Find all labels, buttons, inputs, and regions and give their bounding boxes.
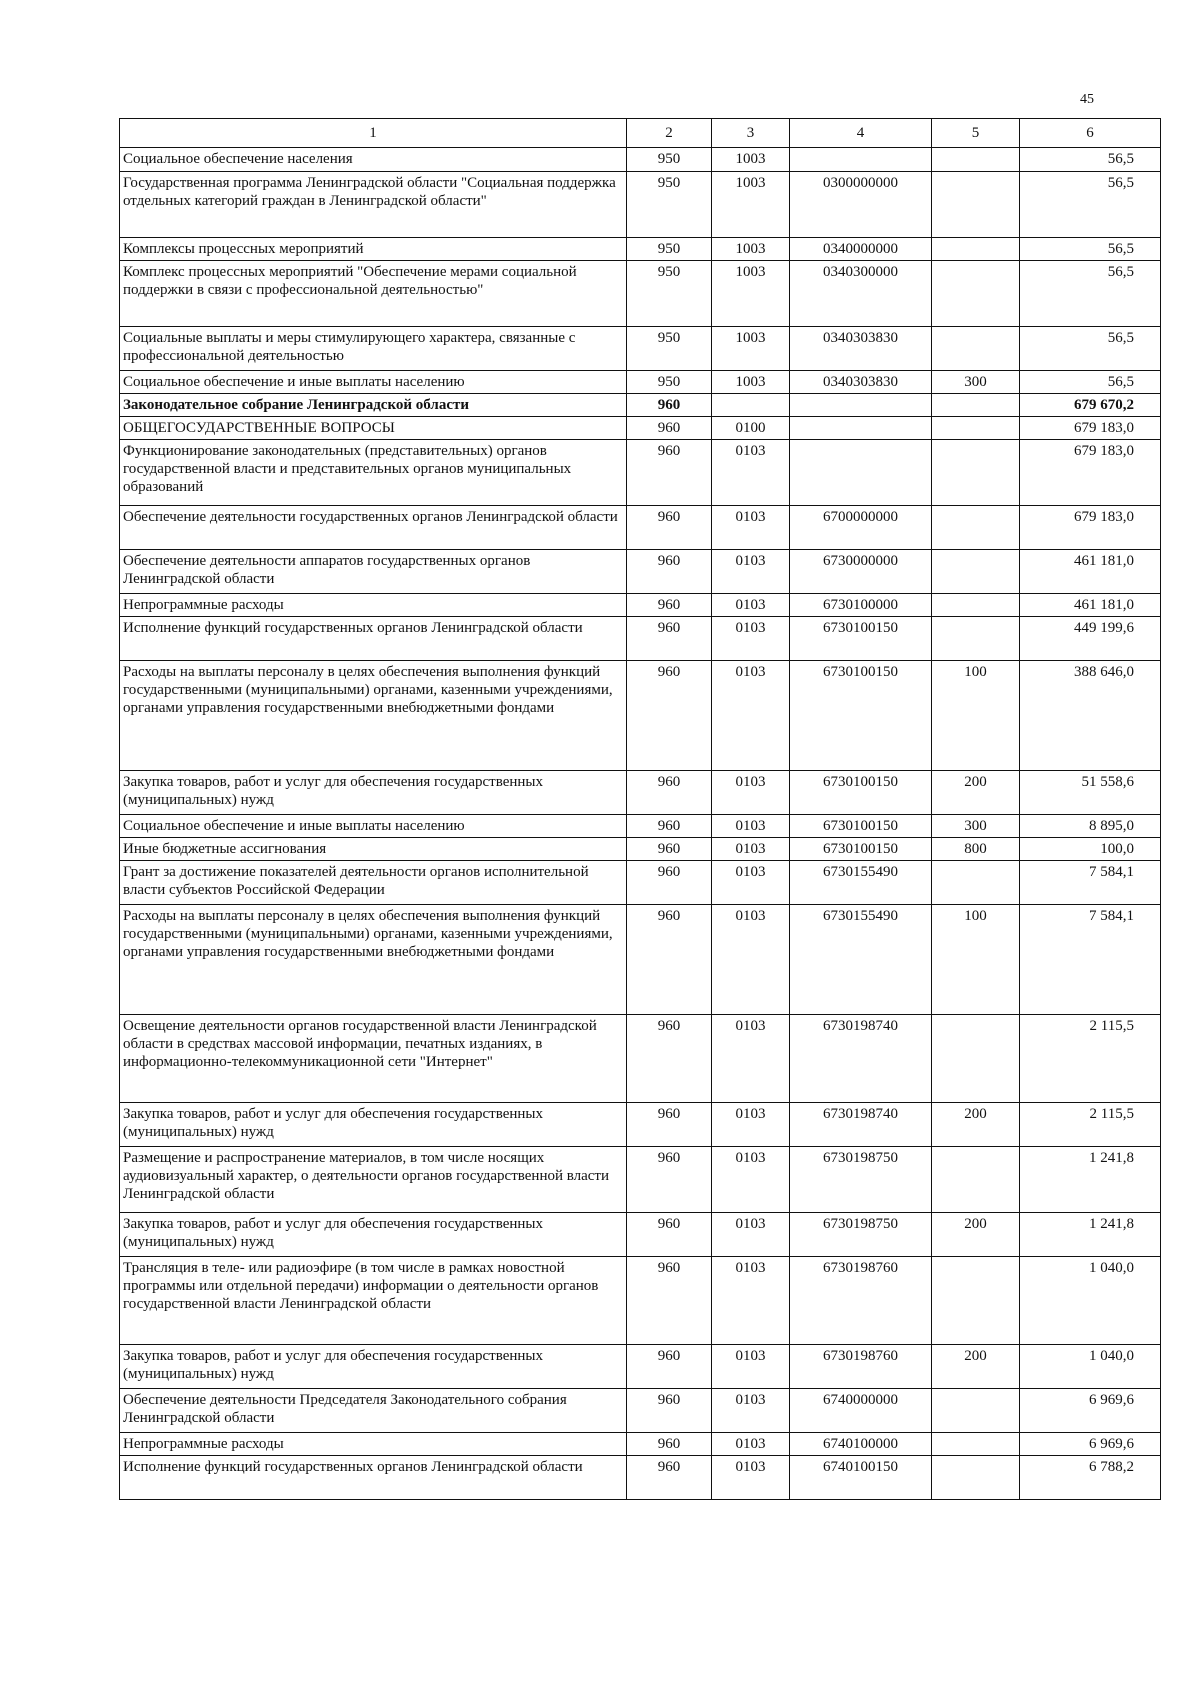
code-cell: 960 <box>627 1213 712 1257</box>
section-cell: 1003 <box>712 371 790 394</box>
header-cell: 3 <box>712 119 790 148</box>
section-cell: 0103 <box>712 1103 790 1147</box>
target-article-cell: 6730000000 <box>790 550 932 594</box>
budget-table <box>119 118 1161 1500</box>
table-row <box>120 1213 1161 1257</box>
amount-cell: 56,5 <box>1020 238 1161 261</box>
section-cell: 1003 <box>712 148 790 172</box>
table-row <box>120 261 1161 327</box>
section-cell: 0103 <box>712 815 790 838</box>
row-name-cell: Обеспечение деятельности аппаратов государственных органов Ленинградской области <box>120 550 627 594</box>
section-cell: 0103 <box>712 1147 790 1213</box>
expense-type-cell <box>932 238 1020 261</box>
section-cell: 0103 <box>712 1389 790 1433</box>
code-cell: 960 <box>627 1389 712 1433</box>
target-article-cell: 0340303830 <box>790 327 932 371</box>
expense-type-cell <box>932 440 1020 506</box>
row-name-cell: Размещение и распространение материалов, в том числе носящих аудиовизуальный характер, о деятельности органов государственной власти Ленинградской области <box>120 1147 627 1213</box>
expense-type-cell: 800 <box>932 838 1020 861</box>
target-article-cell: 0300000000 <box>790 172 932 238</box>
target-article-cell: 6730100150 <box>790 838 932 861</box>
table-row <box>120 838 1161 861</box>
section-cell: 0103 <box>712 506 790 550</box>
row-name-cell: Расходы на выплаты персоналу в целях обеспечения выполнения функций государственными (муниципальными) органами, казенными учреждениями, органами управления государственными внебюджетными фондами <box>120 661 627 771</box>
code-cell: 960 <box>627 1345 712 1389</box>
table-row <box>120 905 1161 1015</box>
row-name-cell: Закупка товаров, работ и услуг для обеспечения государственных (муниципальных) нужд <box>120 771 627 815</box>
section-cell: 0103 <box>712 1015 790 1103</box>
section-cell: 1003 <box>712 172 790 238</box>
row-name-cell: Освещение деятельности органов государственной власти Ленинградской области в средствах массовой информации, печатных изданиях, в информационно-телекоммуникационной сети "Интернет" <box>120 1015 627 1103</box>
amount-cell: 679 183,0 <box>1020 440 1161 506</box>
section-cell: 0103 <box>712 661 790 771</box>
section-cell <box>712 394 790 417</box>
amount-cell: 7 584,1 <box>1020 905 1161 1015</box>
expense-type-cell <box>932 550 1020 594</box>
table-row <box>120 1456 1161 1500</box>
amount-cell: 449 199,6 <box>1020 617 1161 661</box>
row-name-cell: ОБЩЕГОСУДАРСТВЕННЫЕ ВОПРОСЫ <box>120 417 627 440</box>
section-cell: 0103 <box>712 771 790 815</box>
code-cell: 960 <box>627 861 712 905</box>
expense-type-cell <box>932 1015 1020 1103</box>
target-article-cell: 6730100000 <box>790 594 932 617</box>
row-name-cell: Непрограммные расходы <box>120 594 627 617</box>
table-row <box>120 661 1161 771</box>
table-row <box>120 238 1161 261</box>
amount-cell: 388 646,0 <box>1020 661 1161 771</box>
amount-cell: 56,5 <box>1020 148 1161 172</box>
header-cell: 1 <box>120 119 627 148</box>
code-cell: 960 <box>627 1015 712 1103</box>
code-cell: 960 <box>627 838 712 861</box>
code-cell: 960 <box>627 617 712 661</box>
expense-type-cell <box>932 327 1020 371</box>
section-cell: 1003 <box>712 327 790 371</box>
code-cell: 960 <box>627 815 712 838</box>
code-cell: 960 <box>627 1103 712 1147</box>
target-article-cell: 6730198760 <box>790 1345 932 1389</box>
target-article-cell: 6730100150 <box>790 661 932 771</box>
expense-type-cell: 300 <box>932 815 1020 838</box>
amount-cell: 2 115,5 <box>1020 1015 1161 1103</box>
row-name-cell: Государственная программа Ленинградской области "Социальная поддержка отдельных категорий граждан в Ленинградской области" <box>120 172 627 238</box>
target-article-cell <box>790 417 932 440</box>
row-name-cell: Расходы на выплаты персоналу в целях обеспечения выполнения функций государственными (муниципальными) органами, казенными учреждениями, органами управления государственными внебюджетными фондами <box>120 905 627 1015</box>
section-cell: 0103 <box>712 838 790 861</box>
target-article-cell: 6730198750 <box>790 1147 932 1213</box>
section-cell: 0103 <box>712 594 790 617</box>
table-row <box>120 1103 1161 1147</box>
amount-cell: 56,5 <box>1020 371 1161 394</box>
row-name-cell: Исполнение функций государственных органов Ленинградской области <box>120 1456 627 1500</box>
target-article-cell: 6740100000 <box>790 1433 932 1456</box>
section-cell: 0103 <box>712 861 790 905</box>
table-row <box>120 172 1161 238</box>
code-cell: 960 <box>627 905 712 1015</box>
expense-type-cell <box>932 394 1020 417</box>
amount-cell: 7 584,1 <box>1020 861 1161 905</box>
row-name-cell: Обеспечение деятельности государственных органов Ленинградской области <box>120 506 627 550</box>
table-row <box>120 550 1161 594</box>
table-row <box>120 371 1161 394</box>
table-row <box>120 148 1161 172</box>
expense-type-cell <box>932 172 1020 238</box>
code-cell: 960 <box>627 1456 712 1500</box>
table-row <box>120 815 1161 838</box>
target-article-cell: 6730155490 <box>790 861 932 905</box>
expense-type-cell: 100 <box>932 661 1020 771</box>
target-article-cell: 0340300000 <box>790 261 932 327</box>
row-name-cell: Закупка товаров, работ и услуг для обеспечения государственных (муниципальных) нужд <box>120 1345 627 1389</box>
expense-type-cell: 200 <box>932 1345 1020 1389</box>
code-cell: 960 <box>627 1433 712 1456</box>
expense-type-cell <box>932 1433 1020 1456</box>
expense-type-cell <box>932 617 1020 661</box>
section-cell: 0103 <box>712 617 790 661</box>
target-article-cell: 6730198740 <box>790 1103 932 1147</box>
amount-cell: 1 241,8 <box>1020 1213 1161 1257</box>
code-cell: 950 <box>627 371 712 394</box>
row-name-cell: Комплексы процессных мероприятий <box>120 238 627 261</box>
expense-type-cell <box>932 261 1020 327</box>
section-cell: 1003 <box>712 261 790 327</box>
header-cell: 6 <box>1020 119 1161 148</box>
table-row <box>120 1345 1161 1389</box>
code-cell: 960 <box>627 550 712 594</box>
code-cell: 950 <box>627 172 712 238</box>
code-cell: 950 <box>627 238 712 261</box>
row-name-cell: Закупка товаров, работ и услуг для обеспечения государственных (муниципальных) нужд <box>120 1103 627 1147</box>
row-name-cell: Закупка товаров, работ и услуг для обеспечения государственных (муниципальных) нужд <box>120 1213 627 1257</box>
header-cell: 2 <box>627 119 712 148</box>
code-cell: 960 <box>627 594 712 617</box>
amount-cell: 6 969,6 <box>1020 1389 1161 1433</box>
section-cell: 0103 <box>712 550 790 594</box>
target-article-cell <box>790 440 932 506</box>
row-name-cell: Непрограммные расходы <box>120 1433 627 1456</box>
amount-cell: 2 115,5 <box>1020 1103 1161 1147</box>
expense-type-cell <box>932 506 1020 550</box>
section-cell: 0103 <box>712 440 790 506</box>
target-article-cell: 6740100150 <box>790 1456 932 1500</box>
header-cell: 5 <box>932 119 1020 148</box>
code-cell: 960 <box>627 440 712 506</box>
code-cell: 960 <box>627 417 712 440</box>
amount-cell: 679 183,0 <box>1020 417 1161 440</box>
amount-cell: 1 241,8 <box>1020 1147 1161 1213</box>
table-row <box>120 1389 1161 1433</box>
code-cell: 960 <box>627 394 712 417</box>
expense-type-cell <box>932 1389 1020 1433</box>
table-row <box>120 771 1161 815</box>
target-article-cell <box>790 394 932 417</box>
expense-type-cell <box>932 148 1020 172</box>
target-article-cell: 6730155490 <box>790 905 932 1015</box>
expense-type-cell: 300 <box>932 371 1020 394</box>
table-row <box>120 594 1161 617</box>
table-row <box>120 617 1161 661</box>
expense-type-cell: 200 <box>932 771 1020 815</box>
expense-type-cell <box>932 1257 1020 1345</box>
amount-cell: 1 040,0 <box>1020 1257 1161 1345</box>
row-name-cell: Обеспечение деятельности Председателя Законодательного собрания Ленинградской области <box>120 1389 627 1433</box>
code-cell: 960 <box>627 661 712 771</box>
target-article-cell <box>790 148 932 172</box>
amount-cell: 1 040,0 <box>1020 1345 1161 1389</box>
table-row <box>120 506 1161 550</box>
target-article-cell: 6700000000 <box>790 506 932 550</box>
row-name-cell: Комплекс процессных мероприятий "Обеспечение мерами социальной поддержки в связи с профессиональной деятельностью" <box>120 261 627 327</box>
expense-type-cell: 200 <box>932 1213 1020 1257</box>
header-cell: 4 <box>790 119 932 148</box>
code-cell: 960 <box>627 771 712 815</box>
section-cell: 0100 <box>712 417 790 440</box>
expense-type-cell <box>932 861 1020 905</box>
target-article-cell: 6730100150 <box>790 617 932 661</box>
amount-cell: 8 895,0 <box>1020 815 1161 838</box>
table-row <box>120 1257 1161 1345</box>
section-cell: 1003 <box>712 238 790 261</box>
expense-type-cell <box>932 594 1020 617</box>
target-article-cell: 6740000000 <box>790 1389 932 1433</box>
amount-cell: 100,0 <box>1020 838 1161 861</box>
expense-type-cell <box>932 1456 1020 1500</box>
table-row <box>120 1147 1161 1213</box>
amount-cell: 6 969,6 <box>1020 1433 1161 1456</box>
target-article-cell: 6730198750 <box>790 1213 932 1257</box>
target-article-cell: 6730100150 <box>790 815 932 838</box>
row-name-cell: Законодательное собрание Ленинградской области <box>120 394 627 417</box>
row-name-cell: Иные бюджетные ассигнования <box>120 838 627 861</box>
amount-cell: 6 788,2 <box>1020 1456 1161 1500</box>
amount-cell: 679 670,2 <box>1020 394 1161 417</box>
target-article-cell: 6730198740 <box>790 1015 932 1103</box>
page-number: 45 <box>1080 92 1094 107</box>
amount-cell: 461 181,0 <box>1020 594 1161 617</box>
target-article-cell: 6730198760 <box>790 1257 932 1345</box>
code-cell: 960 <box>627 1257 712 1345</box>
amount-cell: 56,5 <box>1020 172 1161 238</box>
section-cell: 0103 <box>712 1257 790 1345</box>
expense-type-cell <box>932 417 1020 440</box>
amount-cell: 461 181,0 <box>1020 550 1161 594</box>
code-cell: 960 <box>627 1147 712 1213</box>
amount-cell: 56,5 <box>1020 327 1161 371</box>
expense-type-cell <box>932 1147 1020 1213</box>
section-cell: 0103 <box>712 1456 790 1500</box>
target-article-cell: 0340000000 <box>790 238 932 261</box>
row-name-cell: Социальные выплаты и меры стимулирующего характера, связанные с профессиональной деятельностью <box>120 327 627 371</box>
table-row <box>120 1433 1161 1456</box>
expense-type-cell: 100 <box>932 905 1020 1015</box>
target-article-cell: 6730100150 <box>790 771 932 815</box>
amount-cell: 51 558,6 <box>1020 771 1161 815</box>
row-name-cell: Социальное обеспечение населения <box>120 148 627 172</box>
code-cell: 950 <box>627 148 712 172</box>
row-name-cell: Исполнение функций государственных органов Ленинградской области <box>120 617 627 661</box>
row-name-cell: Грант за достижение показателей деятельности органов исполнительной власти субъектов Российской Федерации <box>120 861 627 905</box>
section-cell: 0103 <box>712 1433 790 1456</box>
amount-cell: 679 183,0 <box>1020 506 1161 550</box>
code-cell: 950 <box>627 327 712 371</box>
expense-type-cell: 200 <box>932 1103 1020 1147</box>
table-row <box>120 327 1161 371</box>
code-cell: 950 <box>627 261 712 327</box>
table-row <box>120 861 1161 905</box>
table-row <box>120 417 1161 440</box>
section-cell: 0103 <box>712 1213 790 1257</box>
code-cell: 960 <box>627 506 712 550</box>
target-article-cell: 0340303830 <box>790 371 932 394</box>
row-name-cell: Социальное обеспечение и иные выплаты населению <box>120 371 627 394</box>
amount-cell: 56,5 <box>1020 261 1161 327</box>
section-cell: 0103 <box>712 1345 790 1389</box>
table-row <box>120 440 1161 506</box>
table-header-row <box>120 119 1161 148</box>
section-cell: 0103 <box>712 905 790 1015</box>
table-row <box>120 1015 1161 1103</box>
row-name-cell: Социальное обеспечение и иные выплаты населению <box>120 815 627 838</box>
table-row <box>120 394 1161 417</box>
row-name-cell: Трансляция в теле- или радиоэфире (в том числе в рамках новостной программы или отдельной передачи) информации о деятельности органов государственной власти Ленинградской области <box>120 1257 627 1345</box>
row-name-cell: Функционирование законодательных (представительных) органов государственной власти и представительных органов муниципальных образований <box>120 440 627 506</box>
